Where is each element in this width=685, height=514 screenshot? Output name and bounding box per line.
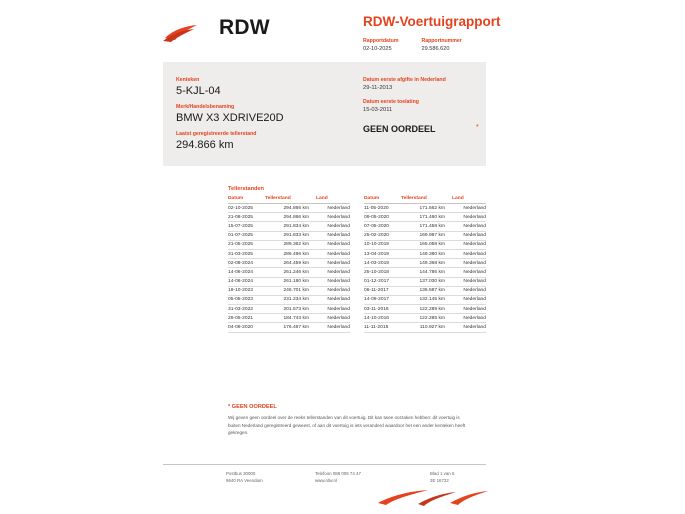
table-row (364, 295, 486, 304)
cell-country: Nederland (316, 277, 350, 286)
cell-date: 14-03-2019 (364, 259, 401, 268)
table-row (228, 231, 350, 240)
col-header-odometer: Tellerstand (265, 196, 316, 204)
rdw-swoosh-logo-footer-icon (378, 490, 488, 506)
report-number: Rapportnummer 29.586.620 (421, 38, 462, 52)
cell-odometer: 144.786 km (401, 268, 452, 277)
cell-odometer: 122.285 km (401, 314, 452, 323)
cell-date: 13-04-2019 (364, 249, 401, 258)
last-odometer-value: 294.866 km (176, 139, 234, 151)
licence-plate-label: Kenteken (176, 77, 200, 83)
col-header-date: Datum (364, 196, 401, 204)
last-odometer-label: Laatst geregistreerde tellerstand (176, 131, 257, 137)
footnote-block (228, 404, 468, 437)
cell-odometer: 136.587 km (401, 286, 452, 295)
cell-date: 14-09-2017 (364, 295, 401, 304)
cell-odometer: 171.562 km (401, 204, 452, 213)
odometer-table-left (228, 196, 350, 333)
cell-country: Nederland (316, 268, 350, 277)
cell-country: Nederland (316, 204, 350, 213)
cell-date: 26-05-2021 (228, 314, 265, 323)
cell-odometer: 264.459 km (265, 259, 316, 268)
cell-country: Nederland (316, 231, 350, 240)
cell-odometer: 165.058 km (401, 240, 452, 249)
odometer-table-right (364, 196, 486, 333)
footer-contact: Telefoon 088 008 74 47 www.rdw.nl (315, 471, 361, 483)
odometer-section (228, 186, 486, 333)
footer-page-info: Blad 1 van 5 3E 16732 (430, 471, 455, 483)
cell-country: Nederland (452, 295, 486, 304)
cell-country: Nederland (452, 259, 486, 268)
table-row (364, 305, 486, 314)
cell-date: 14-06-2024 (228, 268, 265, 277)
cell-date: 14-06-2024 (228, 277, 265, 286)
cell-odometer: 294.866 km (265, 213, 316, 222)
cell-odometer: 289.362 km (265, 240, 316, 249)
make-model-label: Merk/Handelsbenaming (176, 104, 235, 110)
cell-odometer: 291.833 km (265, 231, 316, 240)
table-row (228, 259, 350, 268)
cell-date: 03-11-2016 (364, 305, 401, 314)
cell-date: 01-07-2025 (228, 231, 265, 240)
verdict-badge: GEEN OORDEEL (363, 124, 436, 134)
cell-odometer: 149.368 km (401, 259, 452, 268)
cell-date: 25-10-2018 (364, 268, 401, 277)
summary-left-column (176, 76, 326, 154)
table-header-row (228, 196, 350, 204)
licence-plate-value: 5-KJL-04 (176, 85, 221, 97)
cell-country: Nederland (452, 213, 486, 222)
table-row (228, 323, 350, 332)
cell-date: 07-05-2020 (364, 222, 401, 231)
footer-divider (163, 464, 486, 465)
table-row (364, 204, 486, 213)
cell-odometer: 171.460 km (401, 213, 452, 222)
cell-country: Nederland (452, 231, 486, 240)
cell-odometer: 261.246 km (265, 268, 316, 277)
cell-odometer: 286.496 km (265, 249, 316, 258)
verdict-footnote-marker: * (476, 124, 479, 131)
cell-odometer: 291.834 km (265, 222, 316, 231)
cell-odometer: 231.234 km (265, 295, 316, 304)
rdw-swoosh-logo-icon (163, 24, 211, 42)
table-row (364, 213, 486, 222)
cell-date: 04-09-2020 (228, 323, 265, 332)
col-header-odometer: Tellerstand (401, 196, 452, 204)
table-header-row (364, 196, 486, 204)
cell-odometer: 201.573 km (265, 305, 316, 314)
cell-date: 02-10-2025 (228, 204, 265, 213)
cell-country: Nederland (452, 222, 486, 231)
cell-date: 21-05-2025 (228, 240, 265, 249)
col-header-country: Land (316, 196, 350, 204)
cell-odometer: 294.866 km (265, 204, 316, 213)
vehicle-summary-panel (163, 62, 486, 166)
cell-country: Nederland (316, 222, 350, 231)
cell-date: 25-02-2020 (364, 231, 401, 240)
cell-odometer: 171.458 km (401, 222, 452, 231)
cell-date: 11-05-2020 (364, 204, 401, 213)
cell-country: Nederland (452, 249, 486, 258)
summary-right-column (363, 76, 483, 117)
cell-odometer: 137.030 km (401, 277, 452, 286)
table-row (228, 314, 350, 323)
footnote-title: * GEEN OORDEEL (228, 404, 277, 410)
first-admission-label: Datum eerste toelating (363, 99, 419, 105)
table-row (364, 268, 486, 277)
cell-odometer: 176.467 km (265, 323, 316, 332)
table-row (364, 249, 486, 258)
cell-odometer: 184.743 km (265, 314, 316, 323)
cell-country: Nederland (452, 305, 486, 314)
table-row (364, 323, 486, 332)
cell-country: Nederland (452, 314, 486, 323)
cell-date: 02-08-2024 (228, 259, 265, 268)
document-header (0, 0, 685, 62)
cell-country: Nederland (316, 259, 350, 268)
col-header-date: Datum (228, 196, 265, 204)
make-model-value: BMW X3 XDRIVE20D (176, 112, 284, 124)
table-row (364, 277, 486, 286)
cell-country: Nederland (316, 286, 350, 295)
page-title: RDW-Voertuigrapport (363, 14, 501, 29)
table-row (228, 222, 350, 231)
cell-country: Nederland (316, 314, 350, 323)
cell-country: Nederland (452, 268, 486, 277)
table-row (228, 295, 350, 304)
cell-odometer: 169.987 km (401, 231, 452, 240)
table-row (228, 240, 350, 249)
cell-country: Nederland (316, 305, 350, 314)
cell-date: 10-10-2019 (364, 240, 401, 249)
cell-date: 06-11-2017 (364, 286, 401, 295)
table-row (228, 277, 350, 286)
cell-date: 31-03-2025 (228, 249, 265, 258)
cell-country: Nederland (316, 249, 350, 258)
cell-odometer: 132.145 km (401, 295, 452, 304)
table-row (228, 268, 350, 277)
cell-country: Nederland (452, 277, 486, 286)
cell-date: 01-12-2017 (364, 277, 401, 286)
col-header-country: Land (452, 196, 486, 204)
cell-date: 14-10-2016 (364, 314, 401, 323)
cell-date: 18-10-2023 (228, 286, 265, 295)
footer-address: Postbus 30000 9640 RA Veendam (226, 471, 263, 483)
cell-date: 09-05-2020 (364, 213, 401, 222)
brand-name: RDW (219, 16, 270, 39)
table-row (364, 222, 486, 231)
cell-odometer: 246.701 km (265, 286, 316, 295)
cell-date: 11-11-2015 (364, 323, 401, 332)
cell-country: Nederland (452, 240, 486, 249)
odometer-section-title: Tellerstanden (228, 186, 264, 192)
table-row (364, 259, 486, 268)
table-row (228, 305, 350, 314)
footnote-body: Wij geven geen oordeel over de reeks tellerstanden van dit voertuig. Dit kan twee oorzaken hebben: dit voertuig is buiten Nederland geregistreerd geweest, of aan dit voertuig is iets veranderd waardoor het een ander kenteken heeft gekregen. (228, 415, 466, 435)
first-registration-nl-label: Datum eerste afgifte in Nederland (363, 77, 446, 83)
table-row (364, 314, 486, 323)
cell-country: Nederland (316, 323, 350, 332)
table-row (228, 204, 350, 213)
cell-odometer: 261.180 km (265, 277, 316, 286)
cell-country: Nederland (452, 286, 486, 295)
cell-country: Nederland (316, 295, 350, 304)
cell-date: 15-07-2025 (228, 222, 265, 231)
brand-logo (163, 10, 313, 44)
cell-odometer: 122.289 km (401, 305, 452, 314)
cell-date: 31-03-2022 (228, 305, 265, 314)
cell-odometer: 110.927 km (401, 323, 452, 332)
table-row (364, 231, 486, 240)
report-meta (363, 37, 643, 53)
cell-date: 21-08-2025 (228, 213, 265, 222)
cell-odometer: 149.380 km (401, 249, 452, 258)
cell-date: 05-05-2023 (228, 295, 265, 304)
cell-country: Nederland (452, 323, 486, 332)
cell-country: Nederland (316, 213, 350, 222)
table-row (228, 286, 350, 295)
table-row (228, 213, 350, 222)
report-date: Rapportdatum 02-10-2025 (363, 38, 399, 52)
table-row (228, 249, 350, 258)
table-row (364, 286, 486, 295)
first-admission-value: 15-03-2011 (363, 107, 393, 113)
first-registration-nl-value: 29-11-2013 (363, 85, 393, 91)
table-row (364, 240, 486, 249)
cell-country: Nederland (316, 240, 350, 249)
cell-country: Nederland (452, 204, 486, 213)
